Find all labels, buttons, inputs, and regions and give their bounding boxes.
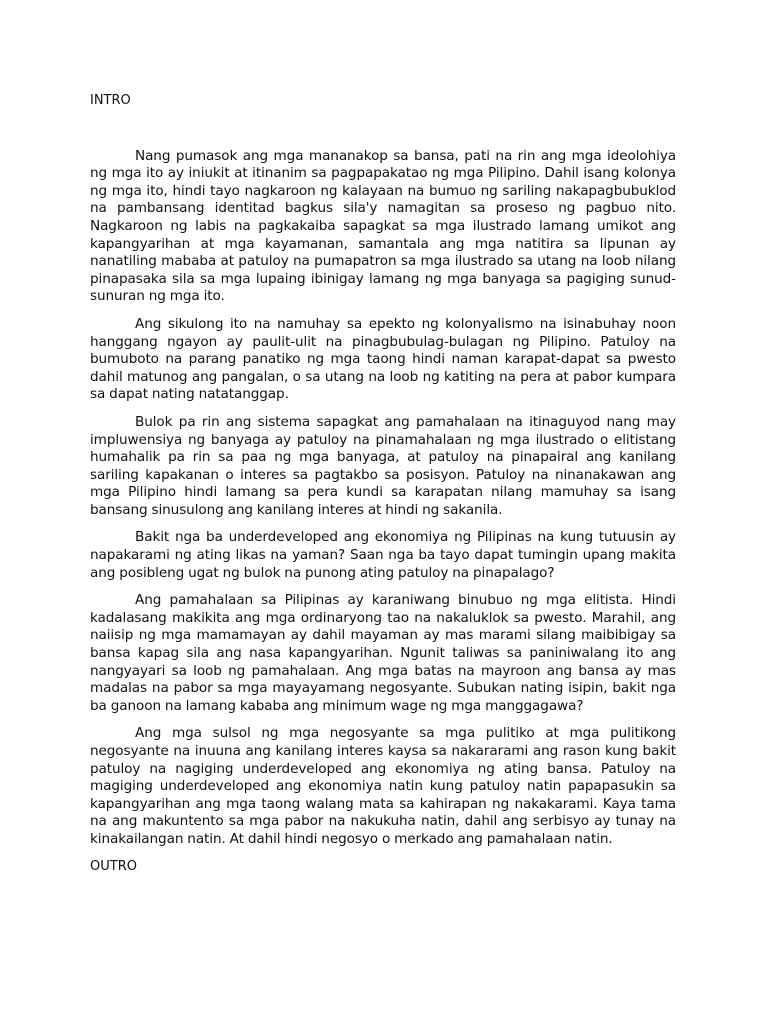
paragraph-4: Bakit nga ba underdeveloped ang ekonomiya ng Pilipinas na kung tutuusin ay napakarami ng ating likas na yaman? Saan nga ba tayo dapat tumingin upang makita ang posibleng ugat ng bulok na punong ating patuloy na pinapalago? bbox=[90, 529, 676, 581]
paragraph-1: Nang pumasok ang mga mananakop sa bansa, pati na rin ang mga ideolohiya ng mga ito ay iniukit at itinanim sa pagpapakatao ng mga Pilipino. Dahil isang kolonya ng mga ito, hindi tayo nagkaroon ng kalayaan na bumuo ng sariling nakapagbubuklod na pambansang identitad bagkus sila'y namagitan sa proseso ng pagbuo nito. Nagkaroon ng labis na pagkakaiba sapagkat sa mga ilustrado lamang umikot ang kapangyarihan at mga kayamanan, samantala ang mga natitira sa lipunan ay nanatiling mababa at patuloy na pumapatron sa mga ilustrado sa utang na loob nilang pinapasaka sila sa mga lupaing ibinigay lamang ng mga banyaga sa pagiging sunud-sunuran ng mga ito. bbox=[90, 147, 676, 305]
paragraph-6: Ang mga sulsol ng mga negosyante sa mga pulitiko at mga pulitikong negosyante na inuuna ang kanilang interes kaysa sa nakararami ang rason kung bakit patuloy na nagiging underdeveloped ang ekonomiya ng ating bansa. Patuloy na magiging underdeveloped ang ekonomiya natin kung patuloy natin papapasukin sa kapangyarihan ang mga taong walang mata sa kahirapan ng nakakarami. Kaya tama na ang makuntento sa mga pabor na nakukuha natin, dahil ang serbisyo ay tunay na kinakailangan natin. At dahil hindi negosyo o merkado ang pamahalaan natin. bbox=[90, 725, 676, 847]
intro-heading: INTRO bbox=[90, 93, 131, 108]
paragraph-2: Ang sikulong ito na namuhay sa epekto ng kolonyalismo na isinabuhay noon hanggang ngayon ay paulit-ulit na pinagbubulag-bulagan ng Pilipino. Patuloy na bumuboto na parang panatiko ng mga taong hindi naman karapat-dapat sa pwesto dahil matunog ang pangalan, o sa utang na loob ng katiting na pera at pabor kumpara sa dapat nating natatanggap. bbox=[90, 315, 676, 403]
paragraph-5: Ang pamahalaan sa Pilipinas ay karaniwang binubuo ng mga elitista. Hindi kadalasang makikita ang mga ordinaryong tao na nakaluklok sa pwesto. Marahil, ang naiisip ng mga mamamayan ay dahil mayaman ay mas marami silang maibibigay sa bansa kapag sila ang nasa kapangyarihan. Ngunit taliwas sa paniniwalang ito ang nangyayari sa loob ng pamahalaan. Ang mga batas na mayroon ang bansa ay mas madalas na pabor sa mga mayayamang negosyante. Subukan nating isipin, bakit nga ba ganoon na lamang kababa ang minimum wage ng mga manggagawa? bbox=[90, 592, 676, 714]
outro-heading: OUTRO bbox=[90, 858, 137, 874]
document-page bbox=[90, 92, 676, 875]
paragraph-3: Bulok pa rin ang sistema sapagkat ang pamahalaan na itinaguyod nang may impluwensiya ng banyaga ay patuloy na pinamahalaan ng mga ilustrado o elitistang humahalik pa rin sa paa ng mga banyaga, at patuloy na pinapairal ang kanilang sariling kapakanan o interes sa pagtakbo sa posisyon. Patuloy na ninanakawan ang mga Pilipino hindi lamang sa pera kundi sa karapatan nilang mamuhay sa isang bansang sinusulong ang kanilang interes at hindi ng sakanila. bbox=[90, 413, 676, 518]
